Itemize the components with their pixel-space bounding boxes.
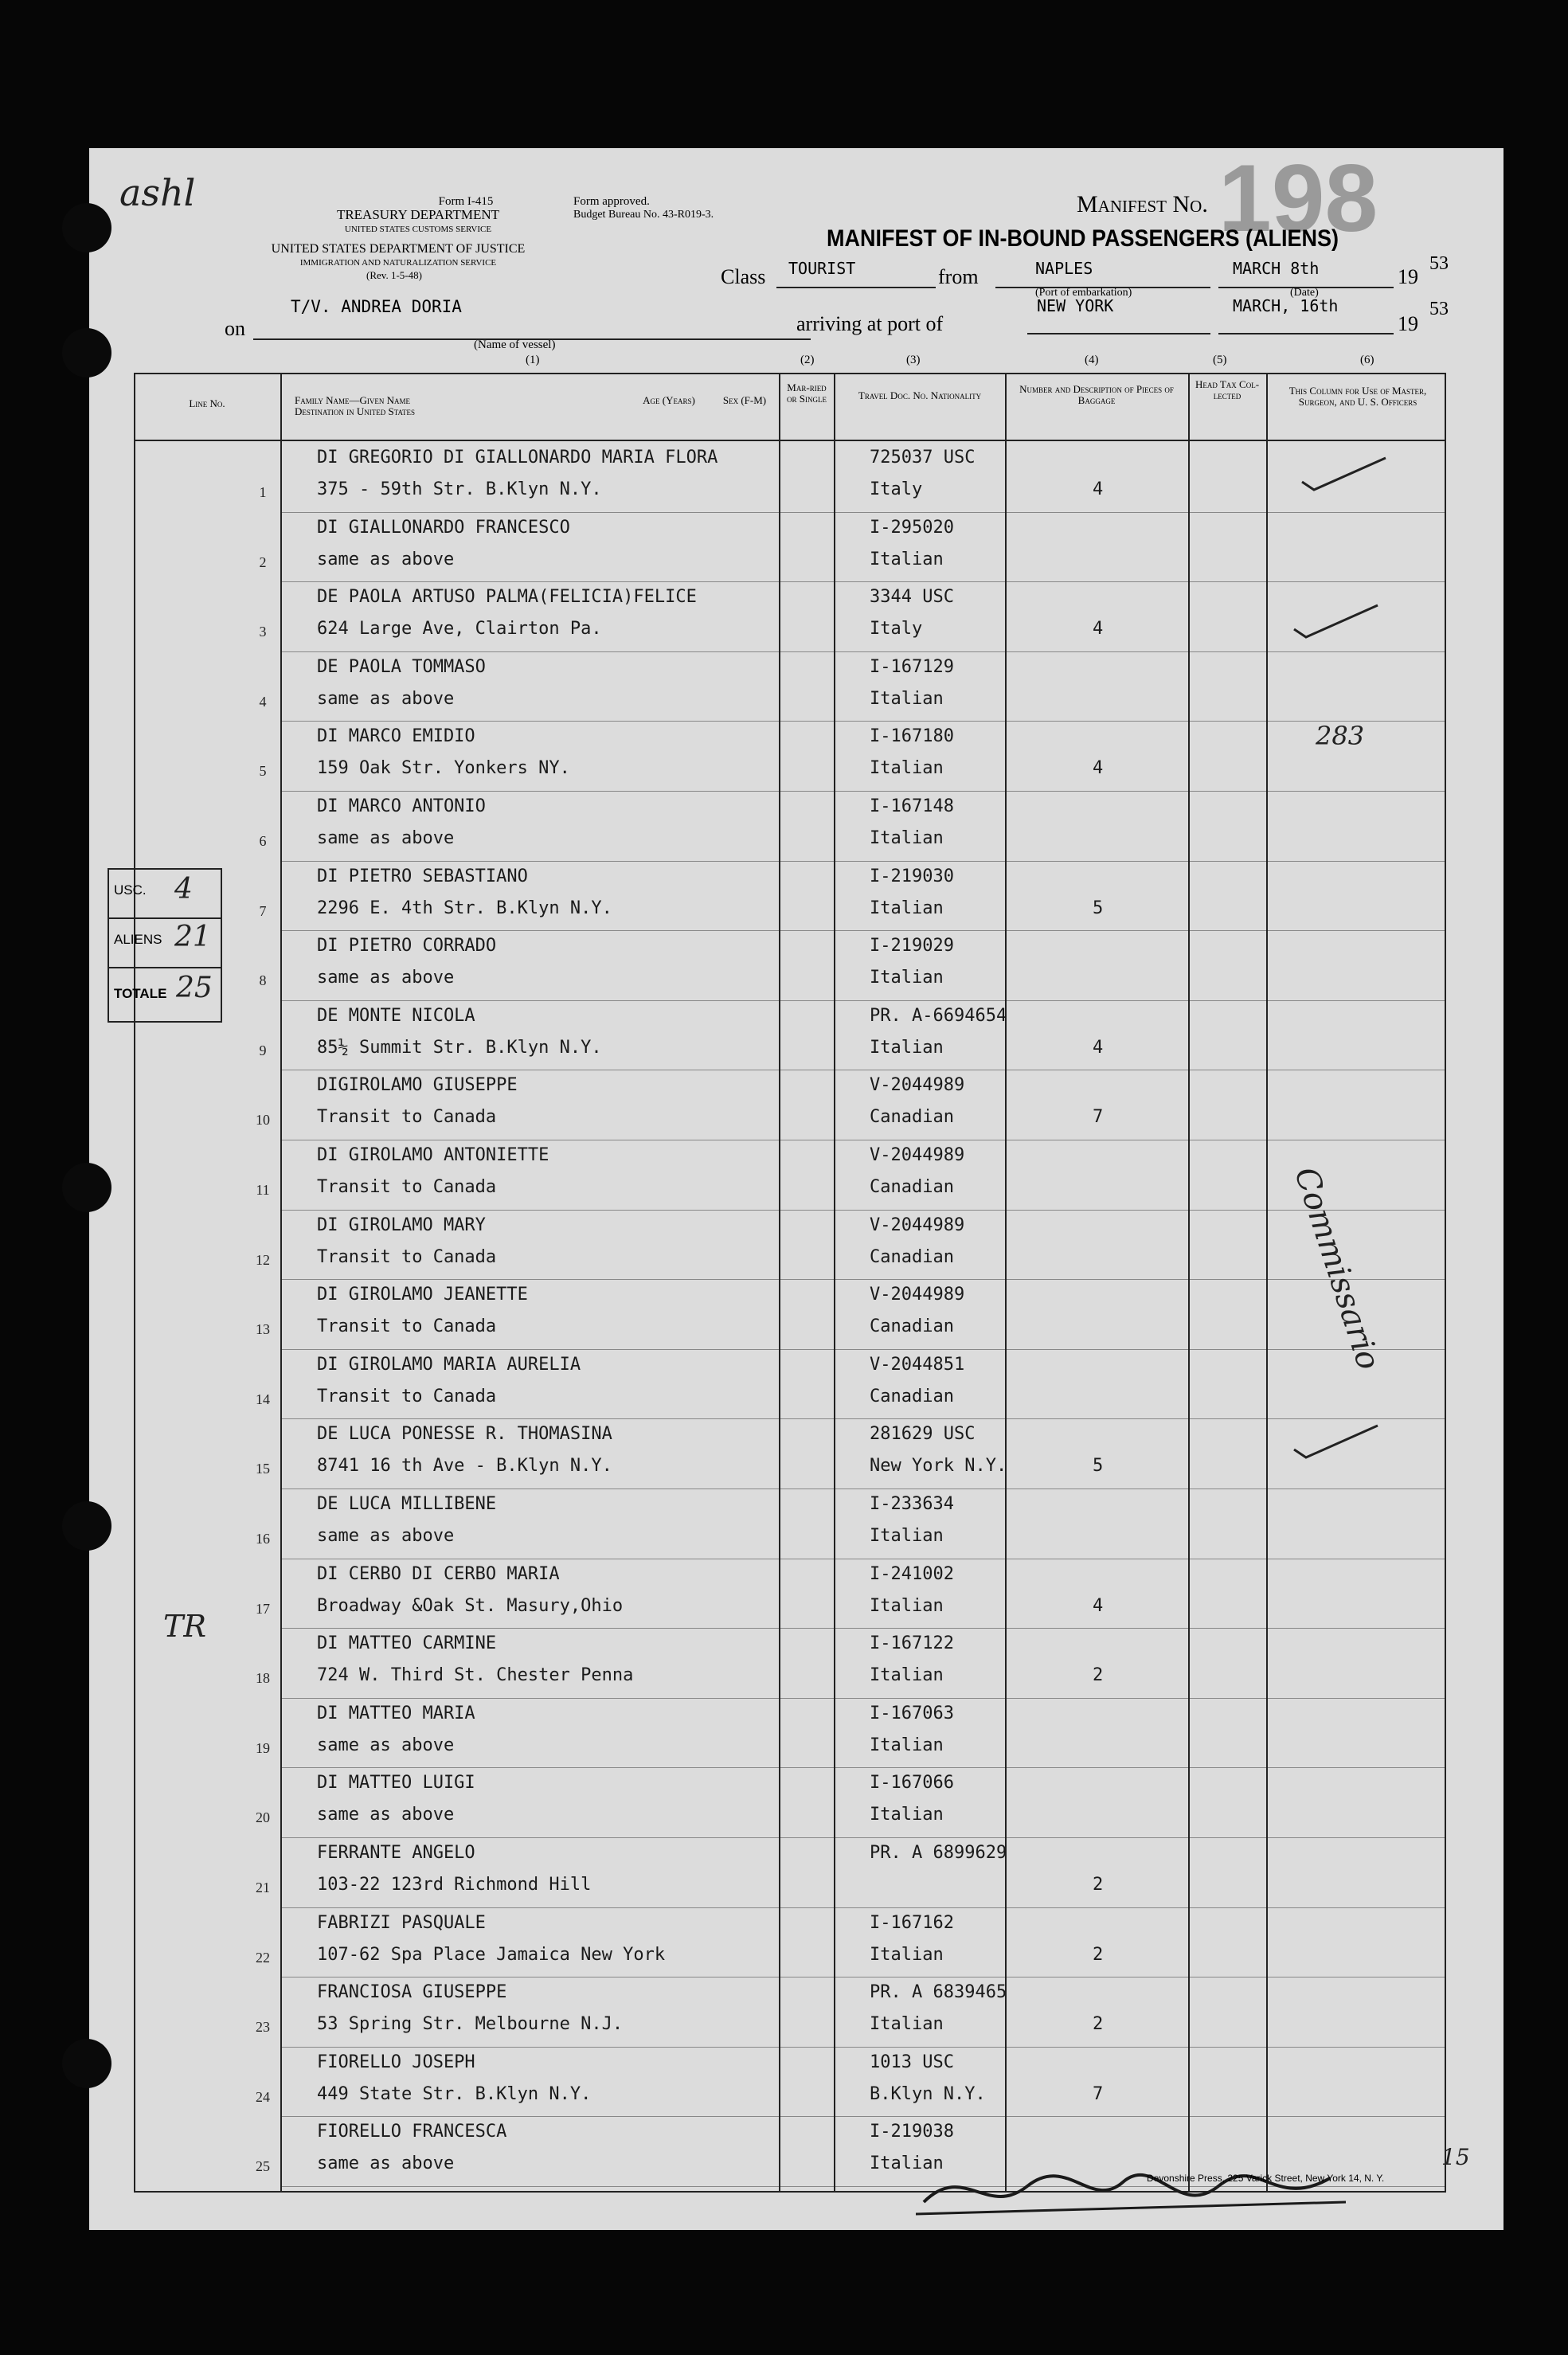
usc-count: 4 (174, 873, 193, 906)
nationality: New York N.Y. (870, 1456, 1007, 1477)
line-number: 10 (256, 1112, 270, 1129)
manifest-number: 198 (1218, 145, 1378, 252)
baggage-count: 4 (1093, 619, 1104, 640)
line-number: 24 (256, 2088, 270, 2105)
travel-doc-no: I-295020 (870, 517, 954, 538)
passenger-name: DE LUCA PONESSE R. THOMASINA (317, 1424, 612, 1445)
row-rule (280, 861, 1446, 862)
passenger-name: DIGIROLAMO GIUSEPPE (317, 1075, 518, 1096)
nationality: Italian (870, 1944, 944, 1965)
punch-hole (62, 1501, 111, 1551)
arr-year-prefix: 19 (1398, 312, 1418, 335)
baggage-count: 2 (1093, 1944, 1104, 1965)
passenger-name: DI MATTEO MARIA (317, 1703, 475, 1723)
passenger-destination: 624 Large Ave, Clairton Pa. (317, 619, 602, 640)
travel-doc-no: V-2044851 (870, 1354, 965, 1375)
passenger-destination: Transit to Canada (317, 1386, 497, 1406)
arr-date-underline (1218, 333, 1394, 334)
passenger-destination: Transit to Canada (317, 1316, 497, 1337)
dept-justice: UNITED STATES DEPARTMENT OF JUSTICE (271, 242, 526, 256)
row-rule (280, 1279, 1446, 1280)
passenger-name: DI MARCO ANTONIO (317, 796, 486, 816)
col-header-age: Age (Years) (643, 394, 695, 406)
passenger-destination: same as above (317, 688, 455, 709)
travel-doc-no: V-2044989 (870, 1215, 965, 1235)
row-rule (280, 791, 1446, 792)
passenger-destination: 449 State Str. B.Klyn N.Y. (317, 2083, 592, 2104)
passenger-name: DI GIROLAMO MARIA AURELIA (317, 1354, 581, 1375)
passenger-destination: Transit to Canada (317, 1246, 497, 1267)
baggage-count: 2 (1093, 2014, 1104, 2035)
line-number: 2 (259, 554, 267, 570)
revision: (Rev. 1-5-48) (366, 269, 422, 281)
signature (916, 2154, 1362, 2226)
from-label: from (938, 265, 979, 288)
travel-doc-no: I-167148 (870, 796, 954, 816)
nationality: Italian (870, 1526, 944, 1546)
nationality: Italian (870, 1037, 944, 1058)
punch-hole (62, 328, 111, 378)
col-header-officers: This Column for Use of Master, Surgeon, and U. S. Officers (1288, 385, 1427, 408)
passenger-name: DE PAOLA ARTUSO PALMA(FELICIA)FELICE (317, 587, 697, 608)
row-rule (280, 1628, 1446, 1629)
dep-year-prefix: 19 (1398, 265, 1418, 288)
nationality: Italian (870, 2154, 944, 2174)
port-embark-label: (Port of embarkation) (1035, 287, 1132, 299)
col-header-line-no: Line No. (189, 397, 225, 409)
nationality: Italy (870, 479, 923, 499)
line-number: 20 (256, 1809, 270, 1826)
passenger-destination: Transit to Canada (317, 1177, 497, 1197)
port-underline (1027, 333, 1210, 334)
date-label: (Date) (1290, 287, 1319, 299)
travel-doc-no: I-167180 (870, 726, 954, 747)
passenger-destination: same as above (317, 828, 455, 848)
passenger-destination: 375 - 59th Str. B.Klyn N.Y. (317, 479, 602, 499)
line-number: 19 (256, 1739, 270, 1756)
travel-doc-no: I-219029 (870, 936, 954, 956)
passenger-name: DI GIROLAMO ANTONIETTE (317, 1145, 549, 1165)
travel-doc-no: I-167063 (870, 1703, 954, 1723)
page-number-note: 15 (1441, 2144, 1470, 2170)
passenger-destination: same as above (317, 1805, 455, 1825)
passenger-destination: 2296 E. 4th Str. B.Klyn N.Y. (317, 898, 612, 918)
col-divider (779, 373, 780, 2193)
passenger-name: DI PIETRO SEBASTIANO (317, 866, 528, 886)
col-header-name: Family Name—Given Name (295, 394, 410, 406)
vessel-name: T/V. ANDREA DORIA (291, 297, 462, 316)
travel-doc-no: 1013 USC (870, 2052, 954, 2072)
passenger-name: DE LUCA MILLIBENE (317, 1494, 497, 1514)
officer-note-283: 283 (1316, 721, 1365, 751)
arrival-date: MARCH, 16th (1233, 296, 1339, 315)
passenger-name: DE PAOLA TOMMASO (317, 656, 486, 677)
line-number: 18 (256, 1670, 270, 1687)
budget-bureau: Budget Bureau No. 43-R019-3. (573, 209, 714, 221)
line-number: 12 (256, 1251, 270, 1268)
nationality: Italian (870, 1805, 944, 1825)
baggage-count: 4 (1093, 479, 1104, 499)
nationality: Italian (870, 968, 944, 988)
col-header-travel: Travel Doc. No. Nationality (858, 389, 982, 401)
nationality: Italian (870, 1665, 944, 1686)
nationality: Italian (870, 758, 944, 779)
travel-doc-no: I-167066 (870, 1773, 954, 1794)
baggage-count: 4 (1093, 1037, 1104, 1058)
passenger-name: DI PIETRO CORRADO (317, 936, 497, 956)
class-label: Class (721, 265, 766, 288)
baggage-count: 5 (1093, 898, 1104, 918)
usc-label: USC. (114, 882, 147, 898)
class-value: TOURIST (788, 259, 856, 278)
line-number: 1 (259, 484, 267, 500)
dept-treasury: TREASURY DEPARTMENT (336, 207, 500, 222)
passenger-destination: Broadway &Oak St. Masury,Ohio (317, 1595, 624, 1616)
line-number: 7 (259, 902, 267, 919)
passenger-name: FERRANTE ANGELO (317, 1843, 475, 1863)
passenger-destination: same as above (317, 1526, 455, 1546)
nationality: Canadian (870, 1177, 954, 1197)
arr-year: 53 (1429, 299, 1449, 319)
passenger-name: FRANCIOSA GIUSEPPE (317, 1982, 507, 2003)
totale-label: TOTALE (114, 986, 167, 1001)
baggage-count: 7 (1093, 1107, 1104, 1128)
check-mark (1298, 446, 1394, 494)
line-number: 11 (256, 1182, 270, 1198)
row-rule (280, 1837, 1446, 1838)
passenger-destination: 107-62 Spa Place Jamaica New York (317, 1944, 666, 1965)
baggage-count: 2 (1093, 1665, 1104, 1686)
row-rule (280, 1907, 1446, 1908)
totale-count: 25 (176, 972, 213, 1004)
nationality: Canadian (870, 1316, 954, 1337)
passenger-name: FABRIZI PASQUALE (317, 1912, 486, 1933)
travel-doc-no: I-241002 (870, 1563, 954, 1584)
tally-stamp (108, 868, 222, 1023)
baggage-count: 5 (1093, 1456, 1104, 1477)
side-note-commissario: Commissario (1287, 1163, 1387, 1375)
row-rule (280, 1418, 1446, 1419)
check-mark (1290, 593, 1386, 641)
passenger-destination: Transit to Canada (317, 1107, 497, 1128)
arriving-label: arriving at port of (796, 312, 944, 335)
row-rule (280, 651, 1446, 652)
nationality: Italian (870, 688, 944, 709)
col-num-5: (5) (1213, 354, 1227, 366)
travel-doc-no: I-167129 (870, 656, 954, 677)
travel-doc-no: 281629 USC (870, 1424, 976, 1445)
line-number: 4 (259, 693, 267, 710)
col-divider (834, 373, 835, 2193)
left-margin-mark: TR (163, 1609, 206, 1644)
line-number: 6 (259, 833, 267, 849)
row-rule (280, 1000, 1446, 1001)
baggage-count: 7 (1093, 2083, 1104, 2104)
dept-customs: UNITED STATES CUSTOMS SERVICE (344, 225, 492, 234)
row-rule (280, 721, 1446, 722)
row-rule (280, 2116, 1446, 2117)
nationality: Italian (870, 1595, 944, 1616)
departure-date: MARCH 8th (1233, 259, 1320, 278)
passenger-destination: same as above (317, 968, 455, 988)
line-number: 14 (256, 1391, 270, 1407)
passenger-destination: 8741 16 th Ave - B.Klyn N.Y. (317, 1456, 612, 1477)
line-number: 17 (256, 1600, 270, 1617)
passenger-name: DI MATTEO LUIGI (317, 1773, 475, 1794)
nationality: Italy (870, 619, 923, 640)
passenger-name: DE MONTE NICOLA (317, 1005, 475, 1026)
col-num-4: (4) (1085, 354, 1099, 366)
nationality: Italian (870, 828, 944, 848)
line-number: 8 (259, 972, 267, 989)
travel-doc-no: I-233634 (870, 1494, 954, 1514)
nationality: Italian (870, 1735, 944, 1755)
col-divider (1005, 373, 1007, 2193)
passenger-name: FIORELLO FRANCESCA (317, 2122, 507, 2142)
check-mark (1290, 1414, 1386, 1461)
nationality: Italian (870, 2014, 944, 2035)
passenger-name: DI MATTEO CARMINE (317, 1633, 497, 1654)
line-number: 3 (259, 624, 267, 640)
form-approved: Form approved. (573, 195, 650, 208)
line-number: 25 (256, 2158, 270, 2175)
passenger-name: DI MARCO EMIDIO (317, 726, 475, 747)
row-rule (280, 1767, 1446, 1768)
class-underline (776, 287, 936, 288)
col-header-sex: Sex (F-M) (722, 394, 767, 406)
travel-doc-no: I-219030 (870, 866, 954, 886)
nationality: Italian (870, 549, 944, 569)
passenger-destination: 159 Oak Str. Yonkers NY. (317, 758, 570, 779)
form-number: Form I-415 (438, 195, 494, 208)
col-header-dest: Destination in United States (295, 405, 416, 417)
line-number: 22 (256, 1949, 270, 1966)
nationality: Canadian (870, 1386, 954, 1406)
nationality: B.Klyn N.Y. (870, 2083, 986, 2104)
travel-doc-no: I-167162 (870, 1912, 954, 1933)
col-divider (1266, 373, 1268, 2193)
printer-footer: Devonshire Press, 225 Varick Street, New York 14, N. Y. (1147, 2173, 1385, 2184)
row-rule (280, 581, 1446, 582)
line-number: 21 (256, 1880, 270, 1895)
travel-doc-no: PR. A 6839465 (870, 1982, 1007, 2003)
passenger-name: DI GIROLAMO MARY (317, 1215, 486, 1235)
passenger-destination: 724 W. Third St. Chester Penna (317, 1665, 634, 1686)
col-header-headtax: Head Tax Col-lected (1195, 378, 1260, 401)
header-rule (134, 440, 1446, 441)
line-number: 23 (256, 2019, 270, 2036)
punch-hole (62, 1163, 111, 1212)
punch-hole (62, 203, 111, 252)
row-rule (280, 1349, 1446, 1350)
col-divider (1188, 373, 1190, 2193)
passenger-name: DI GIALLONARDO FRANCESCO (317, 517, 570, 538)
aliens-count: 21 (174, 921, 211, 953)
aliens-label: ALIENS (114, 932, 162, 947)
nationality: Canadian (870, 1107, 954, 1128)
passenger-name: FIORELLO JOSEPH (317, 2052, 475, 2072)
on-label: on (225, 317, 245, 340)
col-header-baggage: Number and Description of Pieces of Baggage (1019, 383, 1174, 406)
travel-doc-no: PR. A 6899629 (870, 1843, 1007, 1863)
passenger-destination: same as above (317, 2154, 455, 2174)
passenger-destination: same as above (317, 549, 455, 569)
line-number: 15 (256, 1461, 270, 1477)
row-rule (280, 512, 1446, 513)
line-number: 5 (259, 763, 267, 780)
col-header-married: Mar-ried or Single (787, 381, 827, 405)
passenger-destination: 53 Spring Str. Melbourne N.J. (317, 2014, 624, 2035)
travel-doc-no: PR. A-6694654 (870, 1005, 1007, 1026)
passenger-name: DI CERBO DI CERBO MARIA (317, 1563, 560, 1584)
row-rule (280, 930, 1446, 931)
dept-ins: IMMIGRATION AND NATURALIZATION SERVICE (299, 258, 497, 268)
travel-doc-no: 3344 USC (870, 587, 954, 608)
passenger-name: DI GIROLAMO JEANETTE (317, 1285, 528, 1305)
manifest-title: MANIFEST OF IN-BOUND PASSENGERS (ALIENS) (827, 225, 1339, 252)
line-number: 9 (259, 1042, 267, 1058)
from-value: NAPLES (1035, 259, 1093, 278)
row-rule (280, 1210, 1446, 1211)
col-divider (280, 373, 282, 2193)
travel-doc-no: I-167122 (870, 1633, 954, 1654)
dep-year: 53 (1429, 253, 1449, 274)
travel-doc-no: V-2044989 (870, 1285, 965, 1305)
baggage-count: 4 (1093, 1595, 1104, 1616)
corner-handwriting: ashl (119, 171, 196, 214)
travel-doc-no: V-2044989 (870, 1075, 965, 1096)
travel-doc-no: V-2044989 (870, 1145, 965, 1165)
col-num-3: (3) (906, 354, 921, 366)
vessel-label: (Name of vessel) (474, 338, 556, 351)
punch-hole (62, 2039, 111, 2088)
row-rule (280, 1698, 1446, 1699)
col-num-6: (6) (1360, 354, 1374, 366)
col-num-2: (2) (800, 354, 815, 366)
passenger-destination: same as above (317, 1735, 455, 1755)
passenger-destination: 103-22 123rd Richmond Hill (317, 1875, 592, 1895)
passenger-name: DI GREGORIO DI GIALLONARDO MARIA FLORA (317, 448, 718, 467)
nationality: Canadian (870, 1246, 954, 1267)
arrival-port: NEW YORK (1037, 296, 1114, 315)
row-rule (280, 2047, 1446, 2048)
baggage-count: 4 (1093, 758, 1104, 779)
travel-doc-no: 725037 USC (870, 448, 976, 467)
line-number: 13 (256, 1321, 270, 1338)
passenger-destination: 85½ Summit Str. B.Klyn N.Y. (317, 1037, 602, 1058)
baggage-count: 2 (1093, 1875, 1104, 1895)
manifest-no-label: Manifest No. (1077, 191, 1208, 217)
line-number: 16 (256, 1531, 270, 1547)
col-num-1: (1) (526, 354, 540, 366)
nationality: Italian (870, 898, 944, 918)
travel-doc-no: I-219038 (870, 2122, 954, 2142)
